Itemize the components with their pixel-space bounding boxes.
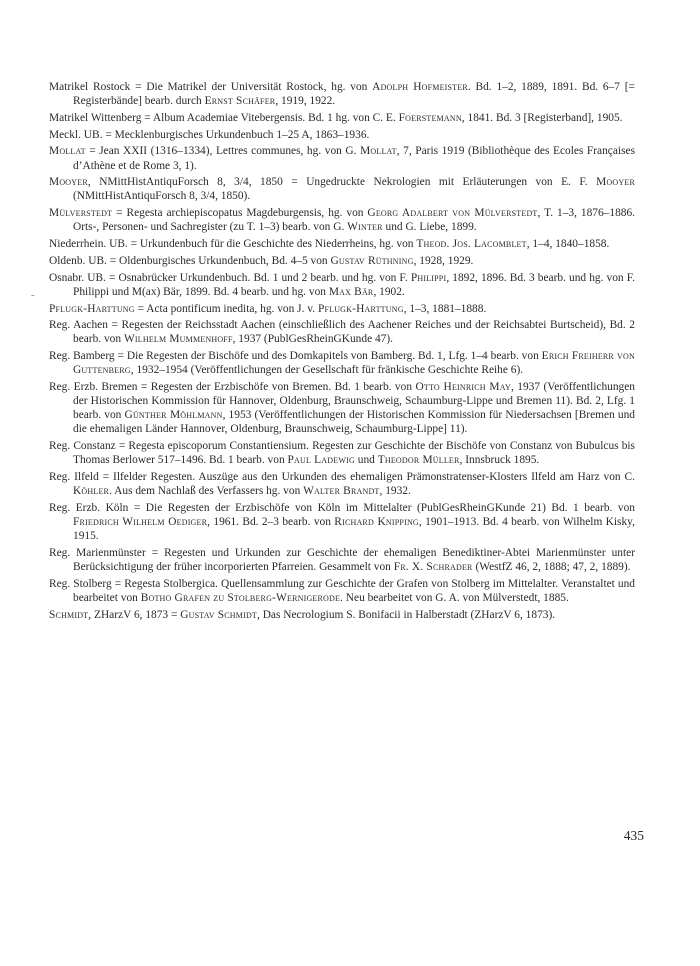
entry-text: = Regesta archiepiscopatus Magdeburgensis, hg. von bbox=[112, 207, 368, 220]
bibliography-entry bbox=[49, 254, 635, 268]
entry-author: Wilhelm Mummenhoff bbox=[123, 333, 233, 346]
bibliography-entry bbox=[49, 318, 635, 346]
entry-text: , 1932. bbox=[379, 485, 411, 498]
entry-text: = Regesta Stolbergica. Quellensammlung zur Geschichte der Grafen von Stolberg im Mittelalter. Veranstaltet und bearbeitet von bbox=[73, 577, 636, 604]
entry-abbreviation: Meckl. UB. bbox=[49, 128, 103, 141]
entry-text: , 1953 (Veröffentlichungen der Historischen Kommission für Niedersachsen [Bremen und die ehemaligen Länder Hannover, Oldenburg, Braunschweig, Schaumburg-Lippe] 11). bbox=[73, 409, 635, 436]
entry-author: Mooyer bbox=[596, 176, 635, 189]
entry-text: = Die Matrikel der Universität Rostock, hg. von bbox=[130, 81, 373, 93]
entry-author: Theod. Jos. Lacomblet bbox=[416, 238, 527, 251]
entry-abbreviation: Niederrhein. UB. bbox=[49, 238, 128, 251]
entry-author: Gustav Rüthning bbox=[330, 254, 414, 267]
entry-text: = Acta pontificum inedita, hg. von J. v. bbox=[134, 302, 318, 315]
entry-text: , 7, Paris 1919 (Bibliothèque des Ecoles Françaises d’Athène et de Rome 3, 1). bbox=[73, 145, 636, 172]
entry-author: Otto Heinrich May bbox=[415, 381, 511, 394]
bibliography-entry bbox=[49, 470, 635, 498]
entry-text: = Regesta episcoporum Constantiensium. Regesten zur Geschichte der Bischöfe von Constanz von Bubulcus bis Thomas Berlower 517–1496. Bd. 1 bearb. von bbox=[73, 440, 635, 467]
bibliography-entry bbox=[49, 577, 635, 605]
entry-abbreviation: Matrikel Rostock bbox=[49, 81, 131, 93]
page-number: 435 bbox=[623, 828, 644, 843]
entry-text: , T. 1–3, 1876–1886. Orts-, Personen- und Sachregister (zu T. 1–3) bearb. von G. bbox=[73, 207, 635, 234]
entry-author: Köhler bbox=[73, 485, 110, 498]
entry-author: Walter Brandt bbox=[303, 485, 380, 498]
entry-text: , 1–3, 1881–1888. bbox=[403, 302, 487, 315]
entry-text: (NMittHistAntiquForsch 8, 3/4, 1850). bbox=[73, 190, 251, 203]
bibliography-entry bbox=[49, 271, 635, 299]
entry-text: , Das Necrologium S. Bonifacii in Halberstadt (ZHarzV 6, 1873). bbox=[257, 608, 556, 621]
entry-text: , Innsbruck 1895. bbox=[459, 454, 540, 467]
entry-abbreviation: Osnabr. UB. bbox=[49, 271, 106, 284]
entry-author: Adolph Hofmeister bbox=[372, 81, 468, 93]
entry-abbreviation: Reg. Erzb. Bremen bbox=[49, 381, 138, 394]
entry-author: Pflugk-Harttung bbox=[317, 302, 404, 315]
entry-author: Richard Knipping bbox=[334, 515, 419, 528]
entry-author: Friedrich Wilhelm Oediger bbox=[73, 515, 208, 528]
entry-text: = Regesten der Reichsstadt Aachen (einschließlich des Aachener Reiches und der Reichsabtei Burtscheid), Bd. 2 bearb. von bbox=[73, 319, 635, 346]
entry-abbreviation: Pflugk-Harttung bbox=[49, 302, 135, 315]
entry-text: = Regesten und Urkunden zur Geschichte der ehemaligen Benediktiner-Abtei Marienmünster unter Berücksichtigung der früher incorporierten Pfarreien. Gesammelt von bbox=[73, 546, 635, 573]
entry-author: Ernst Schäfer bbox=[204, 95, 276, 108]
bibliography-entry bbox=[49, 608, 635, 622]
entry-author: Fr. X. Schrader bbox=[393, 560, 473, 573]
bibliography-entry bbox=[49, 439, 635, 467]
entry-abbreviation: Reg. Constanz bbox=[49, 440, 116, 453]
entry-author: Max Bär bbox=[328, 285, 374, 298]
entry-text: und G. Liebe, 1899. bbox=[382, 221, 477, 234]
entry-text: , 1919, 1922. bbox=[275, 95, 336, 108]
entry-abbreviation: Mooyer bbox=[49, 176, 88, 189]
entry-author: Mollat bbox=[360, 145, 397, 158]
entry-author: Gustav Schmidt bbox=[180, 608, 258, 621]
bibliography-entry bbox=[49, 128, 635, 142]
entry-text: = Osnabrücker Urkundenbuch. Bd. 1 und 2 bearb. und hg. von F. bbox=[105, 271, 411, 284]
entry-text: , 1937 (PublGesRheinGKunde 47). bbox=[232, 333, 394, 346]
bibliography-list bbox=[49, 80, 635, 624]
entry-abbreviation: Schmidt bbox=[49, 608, 89, 621]
entry-abbreviation: Reg. Stolberg bbox=[49, 577, 112, 590]
bibliography-entry bbox=[49, 206, 635, 234]
entry-abbreviation: Reg. Erzb. Köln bbox=[49, 501, 129, 514]
entry-text: (WestfZ 46, 2, 1888; 47, 2, 1889). bbox=[472, 560, 631, 573]
entry-author: Botho Grafen zu Stolberg-Wernigerode bbox=[140, 591, 341, 604]
bibliography-entry bbox=[49, 144, 635, 172]
bibliography-entry bbox=[49, 501, 635, 543]
entry-author: Günther Möhlmann bbox=[124, 409, 223, 422]
entry-text: , 1901–1913. Bd. 4 bearb. von Wilhelm Kisky, 1915. bbox=[73, 515, 635, 543]
entry-text: . Aus dem Nachlaß des Verfassers hg. von bbox=[109, 485, 304, 498]
entry-text: , 1928, 1929. bbox=[413, 254, 474, 267]
entry-abbreviation: Matrikel Wittenberg bbox=[49, 111, 142, 124]
entry-text: , ZHarzV 6, 1873 = bbox=[88, 608, 181, 621]
entry-text: = Die Regesten der Erzbischöfe von Köln im Mittelalter (PublGesRheinGKunde 21) Bd. 1 bearb. von bbox=[128, 501, 635, 514]
entry-author: Theodor Müller bbox=[377, 454, 460, 467]
entry-text: = Urkundenbuch für die Geschichte des Niederrheins, hg. von bbox=[127, 238, 417, 251]
entry-text: , 1902. bbox=[373, 285, 405, 298]
entry-text: , 1937 (Veröffentlichungen der Historischen Kommission für Hannover, Oldenburg, Braunschweig, Schaumburg-Lippe und Bremen 11). Bd. 2, Lfg. 1 bearb. von bbox=[73, 381, 635, 422]
entry-text: = Ilfelder Regesten. Auszüge aus den Urkunden des ehemaligen Prämonstratenser-Klosters Ilfeld am Harz von C. bbox=[98, 470, 635, 483]
entry-text: = Mecklenburgisches Urkundenbuch 1–25 A, 1863–1936. bbox=[102, 128, 370, 141]
entry-abbreviation: Mülverstedt bbox=[49, 207, 113, 220]
entry-text: , 1892, 1896. Bd. 3 bearb. und hg. von F. Philippi und M(ax) Bär, 1899. Bd. 4 bearb. und hg. von bbox=[73, 271, 635, 298]
entry-author: Winter bbox=[347, 221, 383, 234]
entry-author: Georg Adalbert von Mülverstedt bbox=[367, 207, 538, 220]
bibliography-entry bbox=[49, 380, 635, 436]
entry-abbreviation: Reg. Marienmünster bbox=[49, 546, 146, 559]
entry-author: Erich Freiherr von Guttenberg bbox=[73, 350, 635, 377]
entry-text: , 1961. Bd. 2–3 bearb. von bbox=[207, 515, 335, 528]
entry-text: = Album Academiae Vitebergensis. Bd. 1 hg. von C. E. bbox=[141, 111, 399, 124]
entry-abbreviation: Mollat bbox=[49, 145, 86, 158]
bibliography-entry bbox=[49, 302, 635, 316]
entry-text: , 1841. Bd. 3 [Registerband], 1905. bbox=[461, 111, 623, 124]
entry-text: und bbox=[354, 454, 378, 467]
entry-abbreviation: Oldenb. UB. bbox=[49, 254, 107, 267]
entry-text: = Oldenburgisches Urkundenbuch, Bd. 4–5 von bbox=[106, 254, 331, 267]
bibliography-entry bbox=[49, 237, 635, 251]
entry-text: , 1932–1954 (Veröffentlichungen der Gesellschaft für fränkische Geschichte Reihe 6). bbox=[130, 364, 524, 377]
entry-author: Paul Ladewig bbox=[287, 454, 355, 467]
entry-abbreviation: Reg. Bamberg bbox=[49, 350, 115, 363]
entry-abbreviation: Reg. Aachen bbox=[49, 319, 108, 332]
entry-author: Philippi bbox=[410, 271, 447, 284]
bibliography-entry bbox=[49, 80, 635, 108]
entry-text: = Jean XXII (1316–1334), Lettres communes, hg. von G. bbox=[85, 145, 361, 158]
bibliography-entry bbox=[49, 546, 635, 574]
entry-text: . Neu bearbeitet von G. A. von Mülverstedt, 1885. bbox=[340, 591, 569, 604]
bibliography-entry bbox=[49, 175, 635, 203]
entry-author: Foerstemann bbox=[398, 111, 462, 124]
bibliography-entry bbox=[49, 111, 635, 125]
bibliography-entry bbox=[49, 349, 635, 377]
margin-mark: - bbox=[31, 289, 35, 301]
entry-text: . Bd. 1–2, 1889, 1891. Bd. 6–7 [= Registerbände] bearb. durch bbox=[73, 81, 635, 108]
entry-abbreviation: Reg. Ilfeld bbox=[49, 470, 99, 483]
entry-text: = Die Regesten der Bischöfe und des Domkapitels von Bamberg. Bd. 1, Lfg. 1–4 bearb. von bbox=[114, 350, 542, 363]
entry-text: , NMittHistAntiquForsch 8, 3/4, 1850 = Ungedruckte Nekrologien mit Erläuterungen von E. F. bbox=[87, 176, 597, 189]
entry-text: = Regesten der Erzbischöfe von Bremen. Bd. 1 bearb. von bbox=[137, 381, 416, 394]
entry-text: , 1–4, 1840–1858. bbox=[526, 238, 610, 251]
